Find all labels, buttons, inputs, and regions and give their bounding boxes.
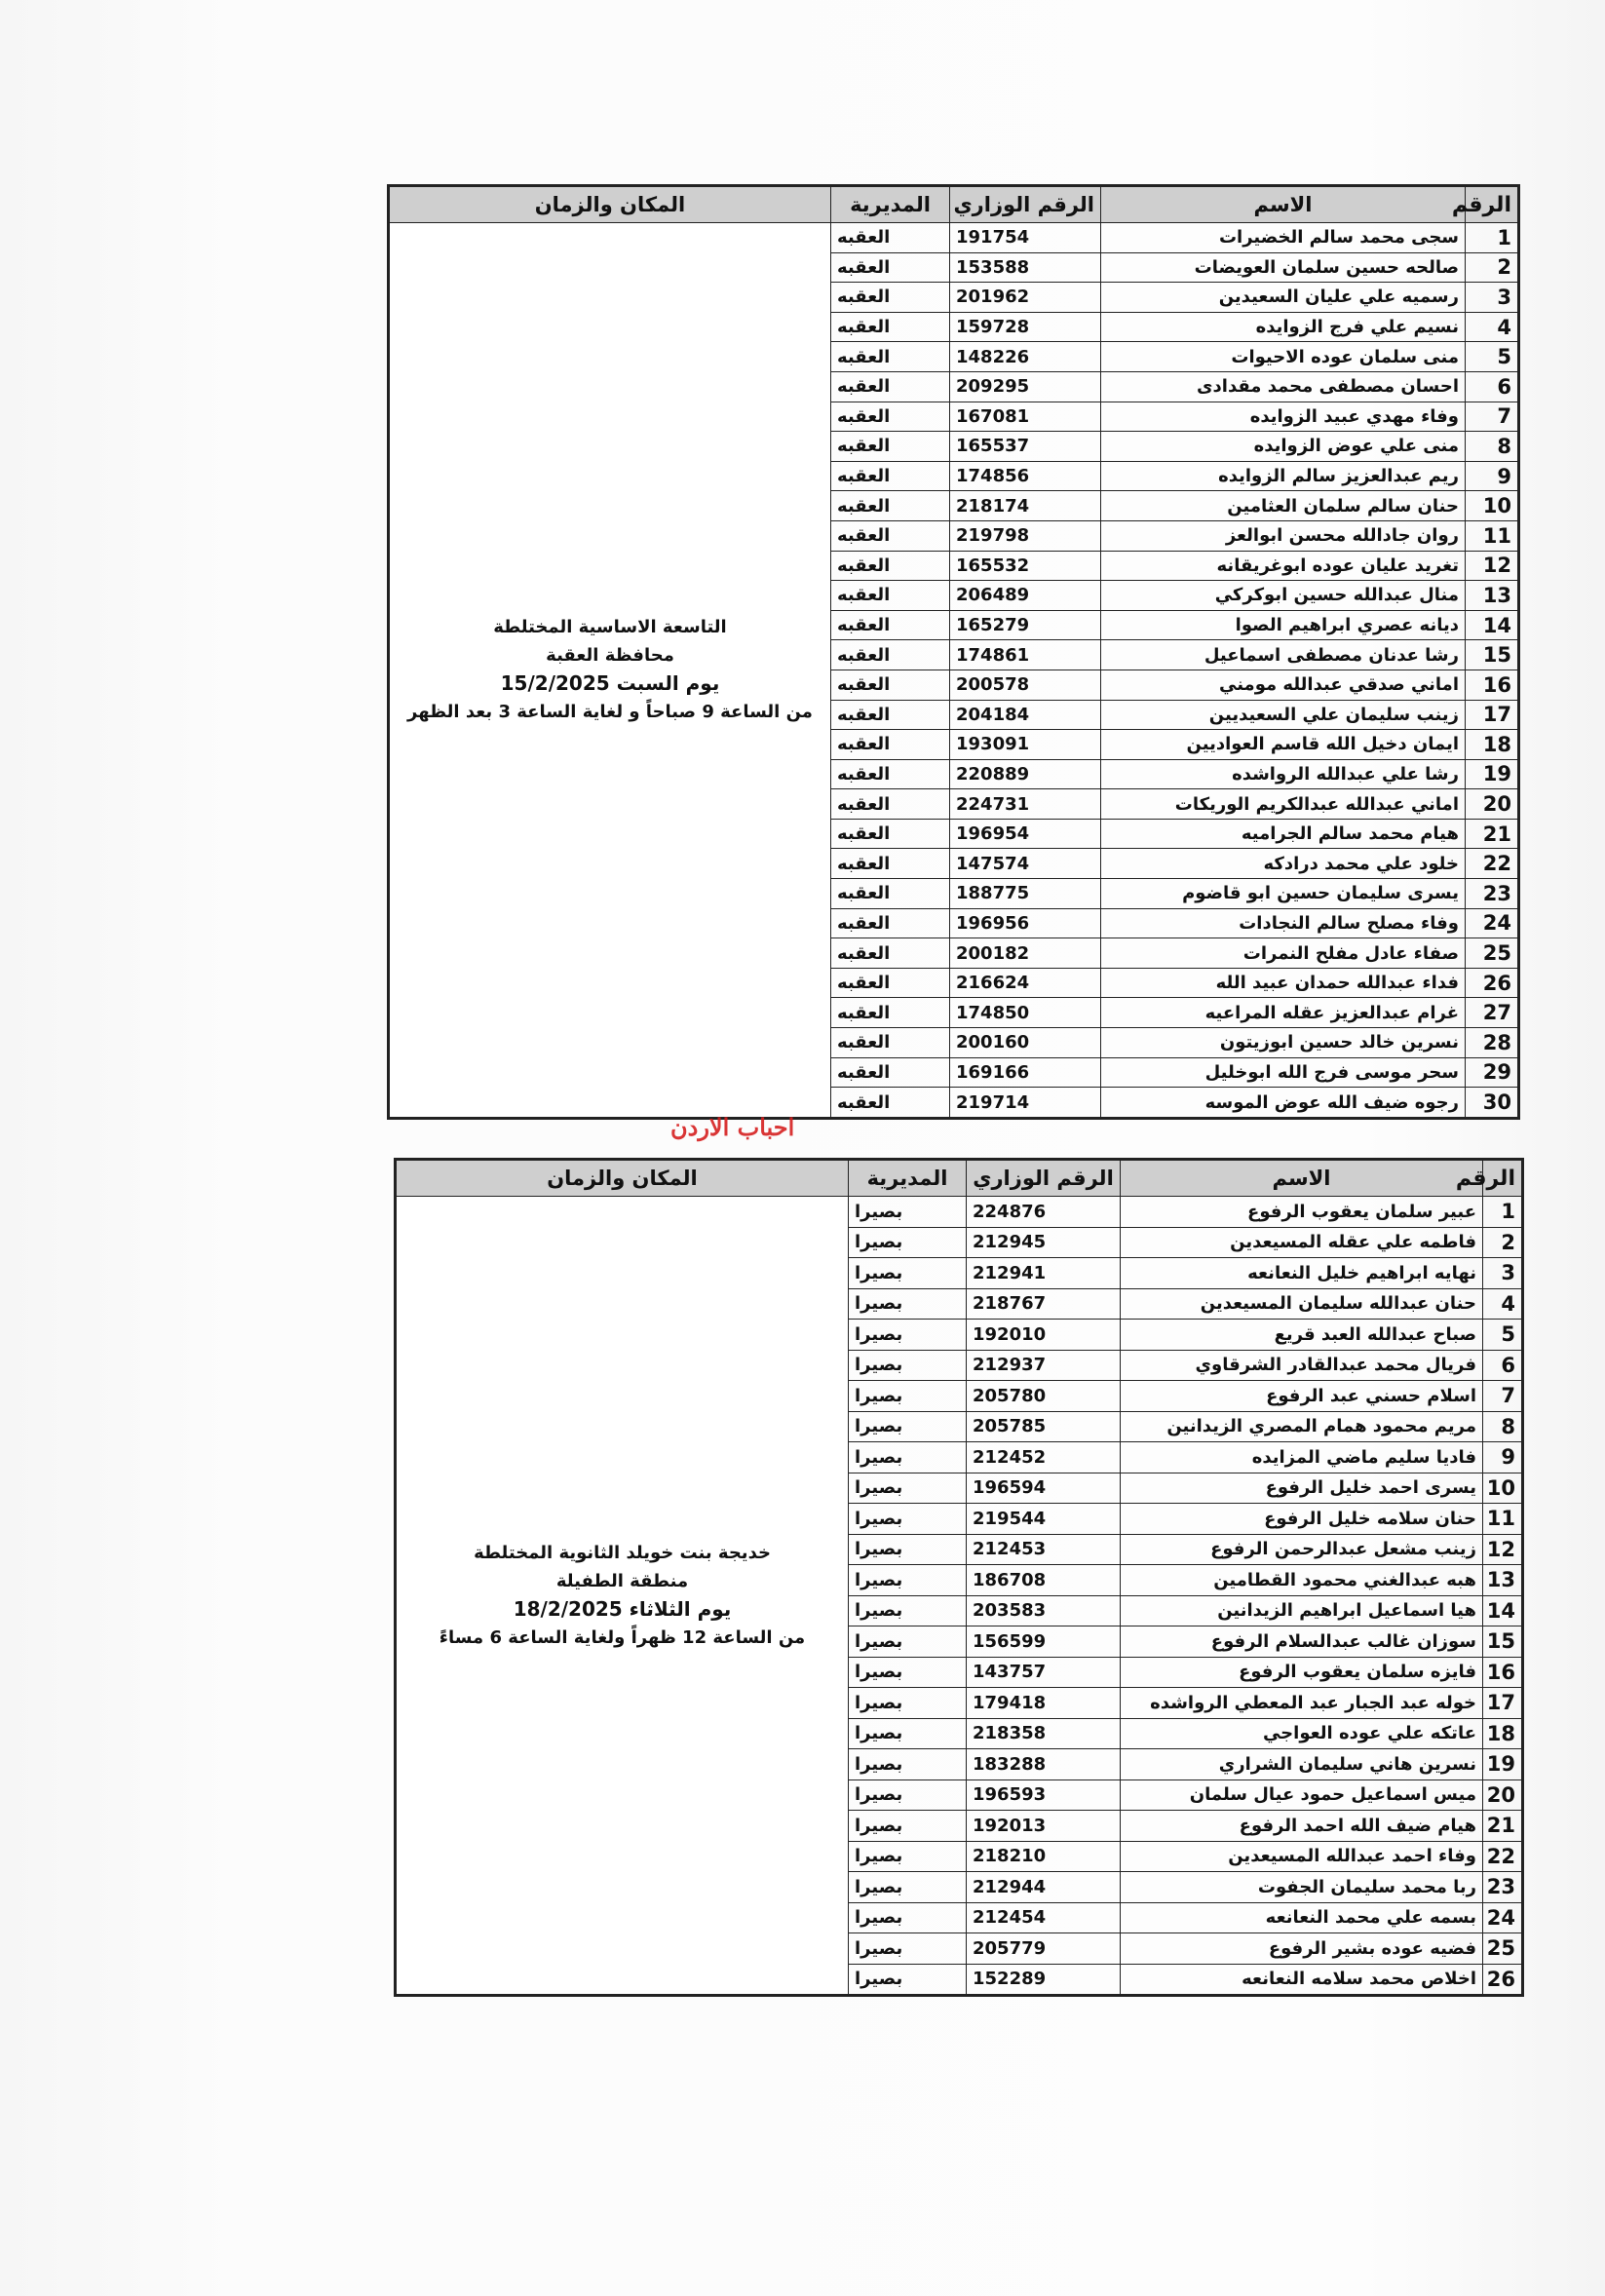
row-name: فداء عبدالله حمدان عبيد الله bbox=[1101, 968, 1466, 998]
row-name: وفاء مصلح سالم النجادات bbox=[1101, 908, 1466, 938]
row-directorate: بصيرا bbox=[849, 1718, 967, 1749]
row-ministry-id: 200182 bbox=[950, 938, 1101, 969]
row-directorate: العقبه bbox=[831, 819, 950, 849]
row-directorate: العقبه bbox=[831, 879, 950, 909]
row-directorate: بصيرا bbox=[849, 1964, 967, 1996]
row-directorate: بصيرا bbox=[849, 1381, 967, 1412]
row-num: 15 bbox=[1483, 1626, 1523, 1658]
row-ministry-id: 209295 bbox=[950, 371, 1101, 402]
row-ministry-id: 212452 bbox=[967, 1442, 1121, 1473]
row-ministry-id: 196593 bbox=[967, 1779, 1121, 1811]
row-name: خلود علي محمد درادكه bbox=[1101, 849, 1466, 879]
row-directorate: العقبه bbox=[831, 491, 950, 521]
row-name: هيام ضيف الله احمد الرفوع bbox=[1121, 1811, 1483, 1842]
row-num: 7 bbox=[1483, 1381, 1523, 1412]
row-num: 21 bbox=[1466, 819, 1519, 849]
row-num: 9 bbox=[1466, 461, 1519, 491]
row-ministry-id: 219798 bbox=[950, 520, 1101, 551]
row-num: 12 bbox=[1466, 551, 1519, 581]
row-directorate: العقبه bbox=[831, 252, 950, 283]
row-directorate: بصيرا bbox=[849, 1504, 967, 1535]
row-directorate: بصيرا bbox=[849, 1565, 967, 1596]
row-ministry-id: 152289 bbox=[967, 1964, 1121, 1996]
row-ministry-id: 205785 bbox=[967, 1411, 1121, 1442]
row-ministry-id: 212944 bbox=[967, 1872, 1121, 1903]
header-place-time: المكان والزمان bbox=[389, 186, 831, 223]
row-name: هبه عبدالغني محمود القطامين bbox=[1121, 1565, 1483, 1596]
row-num: 22 bbox=[1466, 849, 1519, 879]
row-directorate: العقبه bbox=[831, 1088, 950, 1119]
row-num: 11 bbox=[1483, 1504, 1523, 1535]
row-ministry-id: 212453 bbox=[967, 1534, 1121, 1565]
row-name: صباح عبدالله العبد قريع bbox=[1121, 1320, 1483, 1351]
row-name: فريال محمد عبدالقادر الشرقاوي bbox=[1121, 1350, 1483, 1381]
row-directorate: بصيرا bbox=[849, 1749, 967, 1780]
row-num: 6 bbox=[1483, 1350, 1523, 1381]
row-ministry-id: 148226 bbox=[950, 342, 1101, 372]
row-num: 10 bbox=[1483, 1473, 1523, 1504]
row-directorate: العقبه bbox=[831, 223, 950, 253]
row-name: نسرين هاني سليمان الشراري bbox=[1121, 1749, 1483, 1780]
row-name: هيا اسماعيل ابراهيم الزيدانين bbox=[1121, 1595, 1483, 1626]
row-name: رجوه ضيف الله عوض الموسه bbox=[1101, 1088, 1466, 1119]
row-directorate: العقبه bbox=[831, 789, 950, 820]
exam-area: منطقة الطفيلة bbox=[555, 1571, 689, 1591]
row-directorate: العقبه bbox=[831, 968, 950, 998]
row-directorate: بصيرا bbox=[849, 1688, 967, 1719]
row-ministry-id: 203583 bbox=[967, 1595, 1121, 1626]
table-header-row bbox=[389, 186, 1519, 223]
header-name: الاسم bbox=[1121, 1160, 1483, 1197]
row-directorate: العقبه bbox=[831, 670, 950, 700]
row-num: 4 bbox=[1466, 312, 1519, 342]
roster-table-aqaba bbox=[387, 184, 1520, 1120]
row-name: حنان عبدالله سليمان المسيعدين bbox=[1121, 1288, 1483, 1320]
row-name: منال عبدالله حسين ابوكركي bbox=[1101, 581, 1466, 611]
row-directorate: بصيرا bbox=[849, 1288, 967, 1320]
row-num: 14 bbox=[1483, 1595, 1523, 1626]
header-name: الاسم bbox=[1101, 186, 1466, 223]
row-directorate: بصيرا bbox=[849, 1595, 967, 1626]
row-ministry-id: 212945 bbox=[967, 1227, 1121, 1258]
row-name: رشا عدنان مصطفى اسماعيل bbox=[1101, 640, 1466, 670]
row-num: 21 bbox=[1483, 1811, 1523, 1842]
exam-hours: من الساعة 9 صباحاً و لغاية الساعة 3 بعد الظهر bbox=[407, 702, 813, 723]
row-ministry-id: 167081 bbox=[950, 402, 1101, 432]
row-ministry-id: 219544 bbox=[967, 1504, 1121, 1535]
row-directorate: العقبه bbox=[831, 551, 950, 581]
row-name: روان جادالله محسن ابوالعز bbox=[1101, 520, 1466, 551]
row-ministry-id: 224731 bbox=[950, 789, 1101, 820]
row-directorate: العقبه bbox=[831, 520, 950, 551]
row-ministry-id: 169166 bbox=[950, 1057, 1101, 1088]
row-name: فايزه سلمان يعقوب الرفوع bbox=[1121, 1657, 1483, 1688]
roster-table-tafila bbox=[394, 1158, 1524, 1997]
row-ministry-id: 165279 bbox=[950, 610, 1101, 640]
header-ministry-id: الرقم الوزاري bbox=[967, 1160, 1121, 1197]
row-num: 4 bbox=[1483, 1288, 1523, 1320]
row-ministry-id: 196956 bbox=[950, 908, 1101, 938]
row-name: ايمان دخيل الله قاسم العواديين bbox=[1101, 730, 1466, 760]
row-ministry-id: 192013 bbox=[967, 1811, 1121, 1842]
row-directorate: بصيرا bbox=[849, 1872, 967, 1903]
row-ministry-id: 206489 bbox=[950, 581, 1101, 611]
row-num: 28 bbox=[1466, 1028, 1519, 1058]
row-num: 20 bbox=[1466, 789, 1519, 820]
row-ministry-id: 212941 bbox=[967, 1258, 1121, 1289]
row-num: 5 bbox=[1466, 342, 1519, 372]
row-ministry-id: 205779 bbox=[967, 1933, 1121, 1965]
exam-school: خديجة بنت خويلد الثانوية المختلطة bbox=[474, 1543, 771, 1563]
header-num: الرقم bbox=[1483, 1160, 1523, 1197]
row-ministry-id: 179418 bbox=[967, 1688, 1121, 1719]
row-directorate: بصيرا bbox=[849, 1902, 967, 1933]
row-name: اسلام حسني عبد الرفوع bbox=[1121, 1381, 1483, 1412]
header-num: الرقم bbox=[1466, 186, 1519, 223]
row-num: 15 bbox=[1466, 640, 1519, 670]
row-directorate: العقبه bbox=[831, 1028, 950, 1058]
row-ministry-id: 153588 bbox=[950, 252, 1101, 283]
row-ministry-id: 220889 bbox=[950, 759, 1101, 789]
exam-date: يوم الثلاثاء 18/2/2025 bbox=[513, 1597, 732, 1621]
row-directorate: بصيرا bbox=[849, 1197, 967, 1228]
row-ministry-id: 201962 bbox=[950, 283, 1101, 313]
row-name: صالحه حسين سلمان العويضات bbox=[1101, 252, 1466, 283]
row-name: رسميه علي عليان السعيدين bbox=[1101, 283, 1466, 313]
row-directorate: العقبه bbox=[831, 312, 950, 342]
row-num: 23 bbox=[1466, 879, 1519, 909]
row-ministry-id: 147574 bbox=[950, 849, 1101, 879]
exam-hours: من الساعة 12 ظهراً ولغاية الساعة 6 مساءً bbox=[439, 1627, 806, 1648]
row-directorate: بصيرا bbox=[849, 1933, 967, 1965]
row-num: 18 bbox=[1483, 1718, 1523, 1749]
row-num: 8 bbox=[1466, 432, 1519, 462]
row-num: 3 bbox=[1483, 1258, 1523, 1289]
row-directorate: العقبه bbox=[831, 640, 950, 670]
row-name: رشا علي عبدالله الرواشده bbox=[1101, 759, 1466, 789]
row-num: 26 bbox=[1466, 968, 1519, 998]
row-ministry-id: 193091 bbox=[950, 730, 1101, 760]
row-num: 26 bbox=[1483, 1964, 1523, 1996]
row-name: عاتكه علي عوده العواجي bbox=[1121, 1718, 1483, 1749]
row-name: اخلاص محمد سلامه النعانعه bbox=[1121, 1964, 1483, 1996]
row-directorate: بصيرا bbox=[849, 1442, 967, 1473]
row-ministry-id: 159728 bbox=[950, 312, 1101, 342]
row-name: عبير سلمان يعقوب الرفوع bbox=[1121, 1197, 1483, 1228]
row-num: 13 bbox=[1466, 581, 1519, 611]
row-name: صفاء عادل مفلح النمرات bbox=[1101, 938, 1466, 969]
row-name: حنان سلامه خليل الرفوع bbox=[1121, 1504, 1483, 1535]
row-name: فضيه عوده بشير الرفوع bbox=[1121, 1933, 1483, 1965]
row-ministry-id: 212937 bbox=[967, 1350, 1121, 1381]
row-name: زينب مشعل عبدالرحمن الرفوع bbox=[1121, 1534, 1483, 1565]
row-directorate: بصيرا bbox=[849, 1657, 967, 1688]
row-directorate: العقبه bbox=[831, 610, 950, 640]
row-ministry-id: 191754 bbox=[950, 223, 1101, 253]
row-name: سجى محمد سالم الخضيرات bbox=[1101, 223, 1466, 253]
row-directorate: بصيرا bbox=[849, 1473, 967, 1504]
row-name: اماني عبدالله عبدالكريم الوريكات bbox=[1101, 789, 1466, 820]
place-time-cell bbox=[389, 223, 831, 1119]
row-directorate: بصيرا bbox=[849, 1626, 967, 1658]
row-name: زينب سليمان علي السعيديين bbox=[1101, 700, 1466, 730]
table-row bbox=[389, 223, 1519, 253]
row-num: 10 bbox=[1466, 491, 1519, 521]
row-num: 12 bbox=[1483, 1534, 1523, 1565]
row-num: 13 bbox=[1483, 1565, 1523, 1596]
row-name: وفاء احمد عبدالله المسيعدين bbox=[1121, 1841, 1483, 1872]
row-name: هيام محمد سالم الجراميه bbox=[1101, 819, 1466, 849]
row-directorate: بصيرا bbox=[849, 1841, 967, 1872]
place-time-cell bbox=[396, 1197, 849, 1996]
row-directorate: العقبه bbox=[831, 342, 950, 372]
row-num: 29 bbox=[1466, 1057, 1519, 1088]
row-directorate: العقبه bbox=[831, 700, 950, 730]
row-directorate: العقبه bbox=[831, 461, 950, 491]
row-directorate: العقبه bbox=[831, 283, 950, 313]
table-header-row bbox=[396, 1160, 1523, 1197]
row-directorate: العقبه bbox=[831, 998, 950, 1028]
row-directorate: العقبه bbox=[831, 581, 950, 611]
row-directorate: العقبه bbox=[831, 402, 950, 432]
row-name: منى سلمان عوده الاحيوات bbox=[1101, 342, 1466, 372]
row-ministry-id: 200160 bbox=[950, 1028, 1101, 1058]
row-directorate: العقبه bbox=[831, 432, 950, 462]
row-num: 16 bbox=[1483, 1657, 1523, 1688]
row-num: 14 bbox=[1466, 610, 1519, 640]
row-ministry-id: 183288 bbox=[967, 1749, 1121, 1780]
row-num: 11 bbox=[1466, 520, 1519, 551]
row-name: غرام عبدالعزيز عقله المراعيه bbox=[1101, 998, 1466, 1028]
row-ministry-id: 218358 bbox=[967, 1718, 1121, 1749]
row-name: تغريد عليان عوده ابوغريقانه bbox=[1101, 551, 1466, 581]
row-num: 3 bbox=[1466, 283, 1519, 313]
row-ministry-id: 200578 bbox=[950, 670, 1101, 700]
row-num: 7 bbox=[1466, 402, 1519, 432]
row-name: سحر موسى فرج الله ابوخليل bbox=[1101, 1057, 1466, 1088]
row-num: 6 bbox=[1466, 371, 1519, 402]
row-ministry-id: 174850 bbox=[950, 998, 1101, 1028]
row-directorate: بصيرا bbox=[849, 1811, 967, 1842]
row-num: 25 bbox=[1466, 938, 1519, 969]
row-ministry-id: 143757 bbox=[967, 1657, 1121, 1688]
row-name: اماني صدقي عبدالله مومني bbox=[1101, 670, 1466, 700]
row-num: 17 bbox=[1466, 700, 1519, 730]
row-name: نسيم علي فرج الزوايده bbox=[1101, 312, 1466, 342]
row-directorate: العقبه bbox=[831, 730, 950, 760]
row-name: يسرى سليمان حسين ابو قاضوم bbox=[1101, 879, 1466, 909]
row-num: 24 bbox=[1466, 908, 1519, 938]
row-num: 22 bbox=[1483, 1841, 1523, 1872]
row-name: خوله عبد الجبار عبد المعطي الرواشده bbox=[1121, 1688, 1483, 1719]
row-name: نسرين خالد حسين ابوزيتون bbox=[1101, 1028, 1466, 1058]
table-row bbox=[396, 1197, 1523, 1228]
row-num: 1 bbox=[1483, 1197, 1523, 1228]
row-name: ديانه عصري ابراهيم الصوا bbox=[1101, 610, 1466, 640]
row-num: 1 bbox=[1466, 223, 1519, 253]
row-num: 16 bbox=[1466, 670, 1519, 700]
row-name: يسرى احمد خليل الرفوع bbox=[1121, 1473, 1483, 1504]
row-name: احسان مصطفى محمد مقدادى bbox=[1101, 371, 1466, 402]
row-ministry-id: 205780 bbox=[967, 1381, 1121, 1412]
row-ministry-id: 165532 bbox=[950, 551, 1101, 581]
header-directorate: المديرية bbox=[849, 1160, 967, 1197]
row-directorate: العقبه bbox=[831, 849, 950, 879]
row-ministry-id: 218210 bbox=[967, 1841, 1121, 1872]
row-name: منى علي عوض الزوايده bbox=[1101, 432, 1466, 462]
row-directorate: بصيرا bbox=[849, 1227, 967, 1258]
exam-school: التاسعة الاساسية المختلطة bbox=[493, 617, 727, 638]
row-ministry-id: 219714 bbox=[950, 1088, 1101, 1119]
row-name: حنان سالم سلمان العثامين bbox=[1101, 491, 1466, 521]
row-name: مريم محمود همام المصري الزيدانين bbox=[1121, 1411, 1483, 1442]
row-directorate: بصيرا bbox=[849, 1779, 967, 1811]
row-directorate: العقبه bbox=[831, 1057, 950, 1088]
watermark-text: احباب الاردن bbox=[670, 1113, 795, 1141]
row-ministry-id: 188775 bbox=[950, 879, 1101, 909]
row-directorate: بصيرا bbox=[849, 1534, 967, 1565]
row-ministry-id: 196954 bbox=[950, 819, 1101, 849]
row-name: فاطمه علي عقله المسيعدين bbox=[1121, 1227, 1483, 1258]
row-num: 20 bbox=[1483, 1779, 1523, 1811]
row-ministry-id: 196594 bbox=[967, 1473, 1121, 1504]
row-num: 27 bbox=[1466, 998, 1519, 1028]
row-num: 18 bbox=[1466, 730, 1519, 760]
row-num: 19 bbox=[1466, 759, 1519, 789]
exam-area: محافظة العقبة bbox=[546, 645, 674, 667]
row-ministry-id: 165537 bbox=[950, 432, 1101, 462]
row-num: 17 bbox=[1483, 1688, 1523, 1719]
row-directorate: بصيرا bbox=[849, 1320, 967, 1351]
row-ministry-id: 192010 bbox=[967, 1320, 1121, 1351]
row-name: ربا محمد سليمان الجفوت bbox=[1121, 1872, 1483, 1903]
row-name: سوزان غالب عبدالسلام الرفوع bbox=[1121, 1626, 1483, 1658]
row-num: 9 bbox=[1483, 1442, 1523, 1473]
row-ministry-id: 156599 bbox=[967, 1626, 1121, 1658]
row-num: 19 bbox=[1483, 1749, 1523, 1780]
row-ministry-id: 224876 bbox=[967, 1197, 1121, 1228]
row-ministry-id: 212454 bbox=[967, 1902, 1121, 1933]
row-num: 2 bbox=[1483, 1227, 1523, 1258]
row-directorate: العقبه bbox=[831, 938, 950, 969]
row-directorate: بصيرا bbox=[849, 1411, 967, 1442]
row-directorate: العقبه bbox=[831, 908, 950, 938]
header-ministry-id: الرقم الوزاري bbox=[950, 186, 1101, 223]
row-ministry-id: 218174 bbox=[950, 491, 1101, 521]
row-name: فاديا سليم ماضي المزايده bbox=[1121, 1442, 1483, 1473]
row-name: بسمه علي محمد النعانعه bbox=[1121, 1902, 1483, 1933]
row-ministry-id: 216624 bbox=[950, 968, 1101, 998]
row-ministry-id: 174861 bbox=[950, 640, 1101, 670]
row-ministry-id: 218767 bbox=[967, 1288, 1121, 1320]
row-ministry-id: 174856 bbox=[950, 461, 1101, 491]
row-directorate: العقبه bbox=[831, 759, 950, 789]
row-directorate: بصيرا bbox=[849, 1258, 967, 1289]
row-name: وفاء مهدي عبيد الزوايده bbox=[1101, 402, 1466, 432]
row-num: 23 bbox=[1483, 1872, 1523, 1903]
row-num: 5 bbox=[1483, 1320, 1523, 1351]
row-name: ريم عبدالعزيز سالم الزوايده bbox=[1101, 461, 1466, 491]
row-num: 24 bbox=[1483, 1902, 1523, 1933]
row-ministry-id: 204184 bbox=[950, 700, 1101, 730]
row-directorate: العقبه bbox=[831, 371, 950, 402]
row-num: 25 bbox=[1483, 1933, 1523, 1965]
row-name: ميس اسماعيل حمود عيال سلمان bbox=[1121, 1779, 1483, 1811]
row-num: 8 bbox=[1483, 1411, 1523, 1442]
header-place-time: المكان والزمان bbox=[396, 1160, 849, 1197]
row-name: نهايه ابراهيم خليل النعانعه bbox=[1121, 1258, 1483, 1289]
header-directorate: المديرية bbox=[831, 186, 950, 223]
exam-date: يوم السبت 15/2/2025 bbox=[500, 671, 720, 696]
row-directorate: بصيرا bbox=[849, 1350, 967, 1381]
row-num: 30 bbox=[1466, 1088, 1519, 1119]
row-ministry-id: 186708 bbox=[967, 1565, 1121, 1596]
row-num: 2 bbox=[1466, 252, 1519, 283]
